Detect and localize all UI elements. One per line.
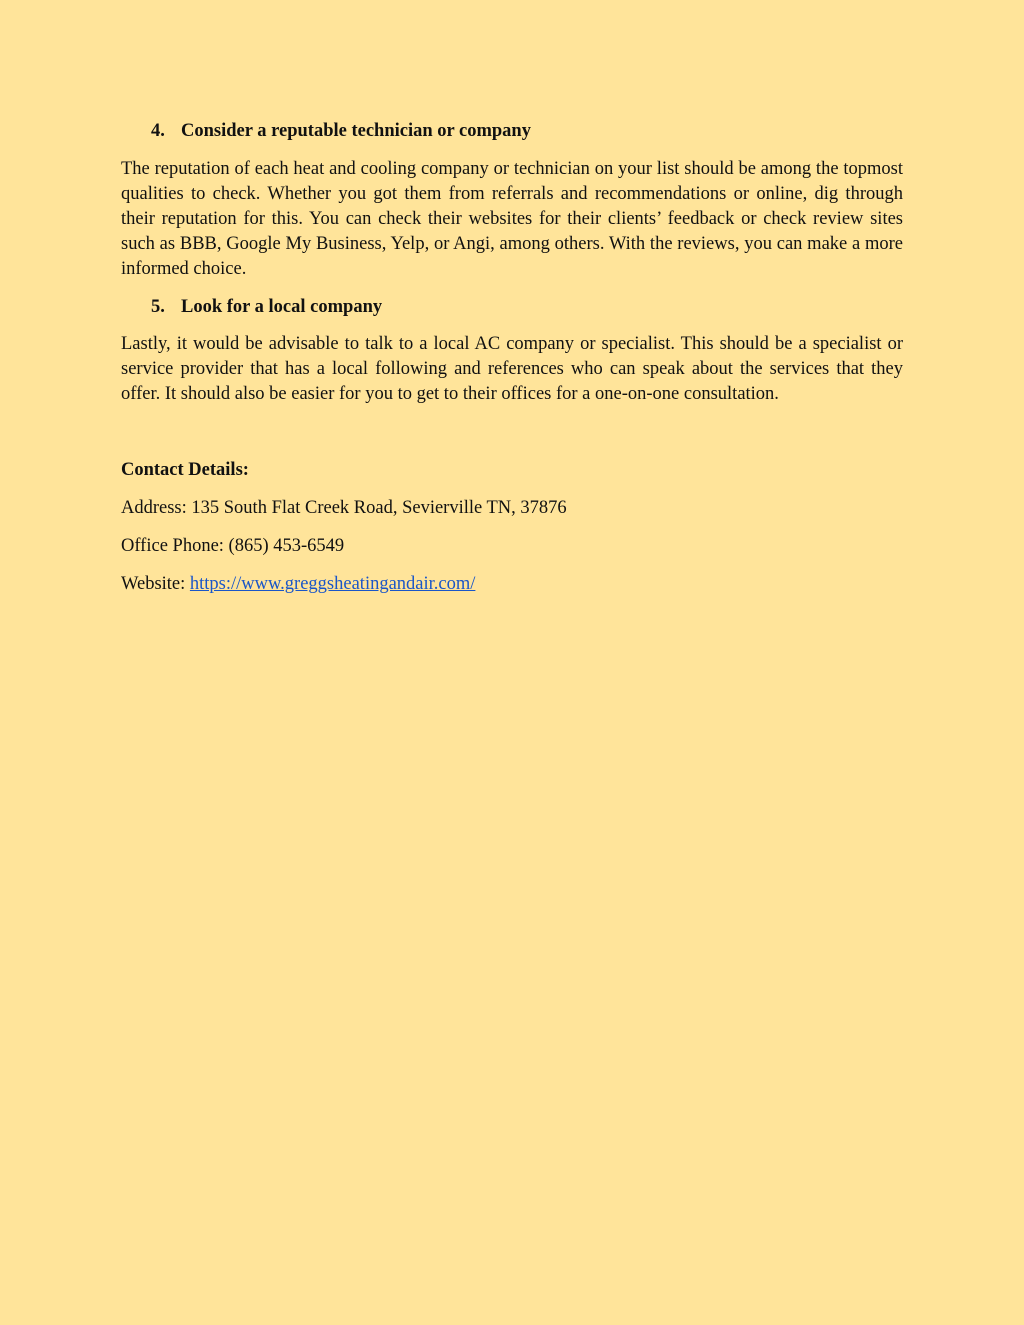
section-paragraph-5: Lastly, it would be advisable to talk to a local AC company or specialist. This should be a specialist or service provider that has a local following and references who can speak about the services that they offer. It should also be easier for you to get to their offices for a one-on-one consultation. — [121, 334, 903, 404]
contact-phone: Office Phone: (865) 453-6549 — [121, 536, 345, 556]
document-content — [121, 118, 903, 609]
section-number: 5. — [151, 297, 165, 317]
section-number: 4. — [151, 121, 165, 141]
contact-address: Address: 135 South Flat Creek Road, Sevierville TN, 37876 — [121, 498, 567, 518]
contact-website — [121, 571, 903, 597]
contact-details-title: Contact Details: — [121, 460, 249, 480]
website-link[interactable]: https://www.greggsheatingandair.com/ — [189, 574, 476, 594]
website-label: Website: — [121, 574, 190, 594]
section-title: Consider a reputable technician or company — [181, 121, 531, 141]
section-title: Look for a local company — [181, 297, 383, 317]
section-heading-4 — [151, 118, 903, 144]
section-paragraph-4: The reputation of each heat and cooling company or technician on your list should be among the topmost qualities to check. Whether you got them from referrals and recommendations or online, dig through their reputation for this. You can check their websites for their clients’ feedback or check review sites such as BBB, Google My Business, Yelp, or Angi, among others. With the reviews, you can make a more informed choice. — [121, 159, 903, 279]
section-heading-5 — [151, 294, 903, 320]
